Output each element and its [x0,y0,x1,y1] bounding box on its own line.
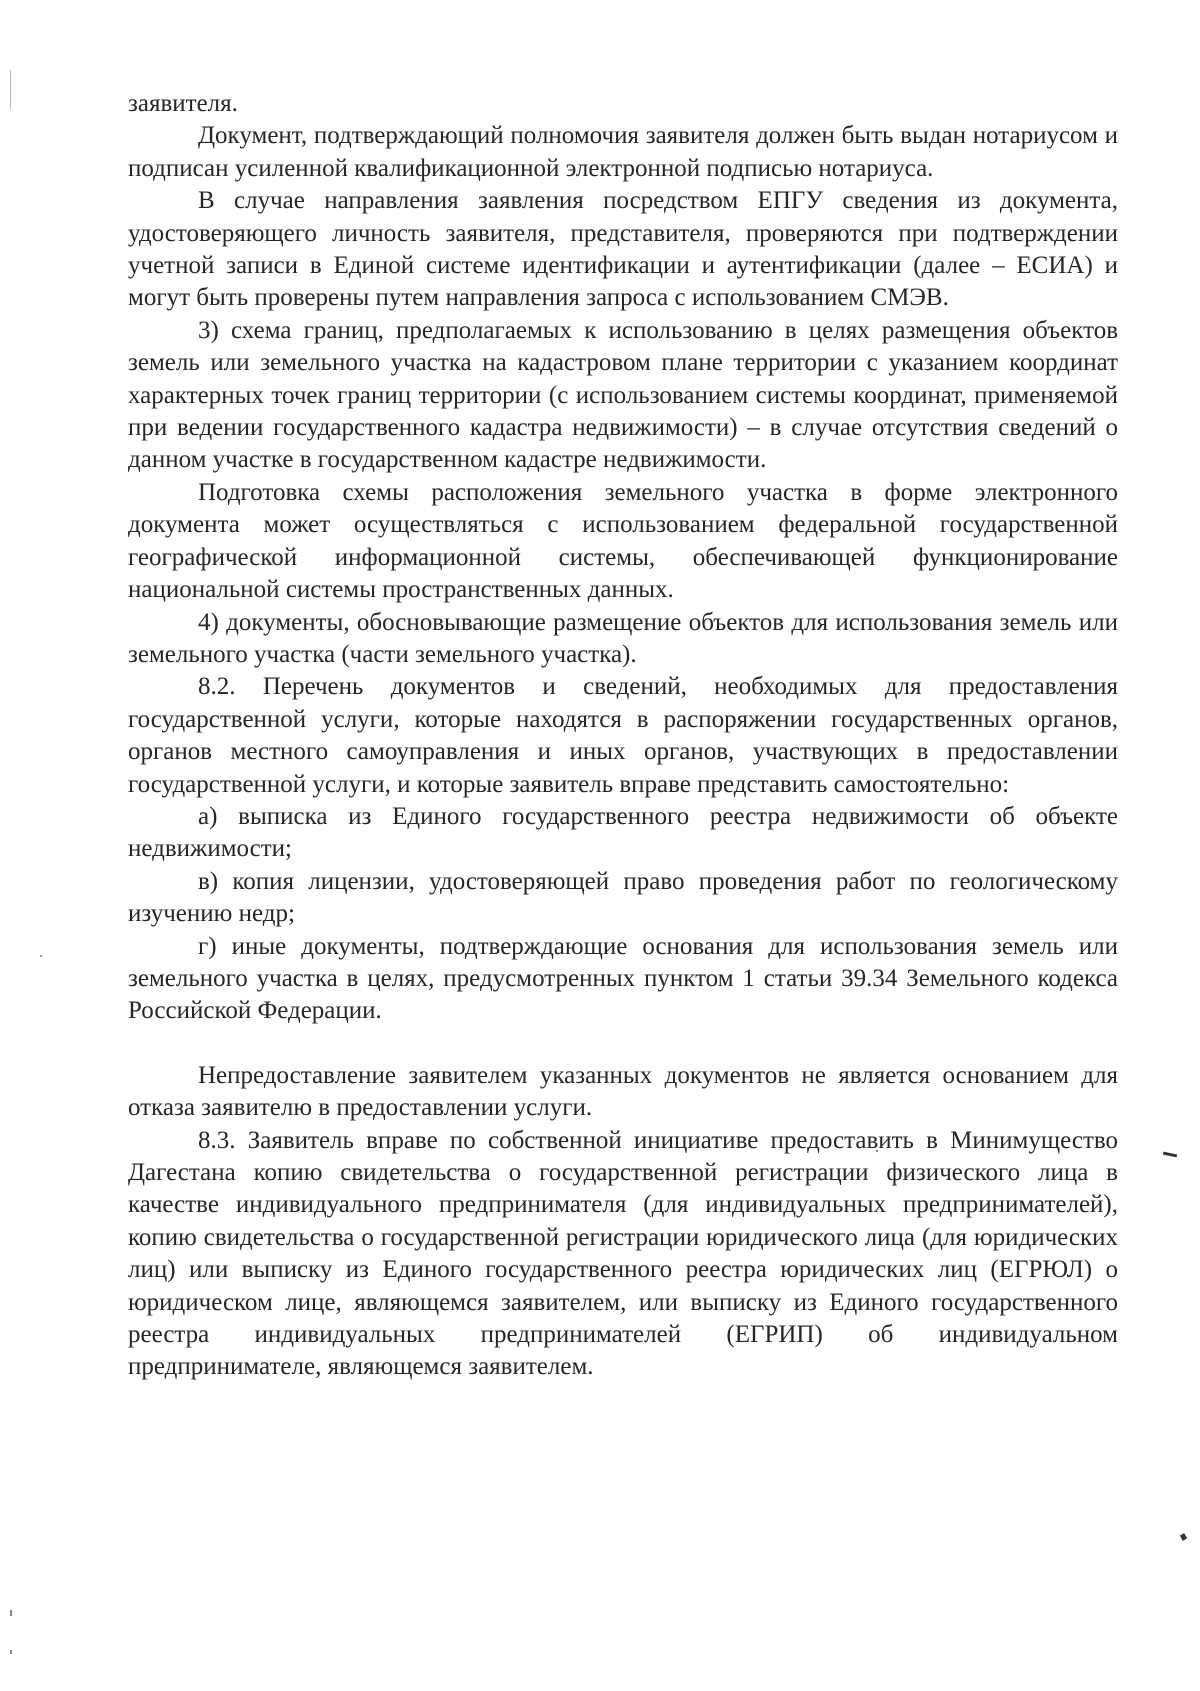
paragraph-item-4-justification: 4) документы, обосновывающие размещение объектов для использования земель или земельного участка (части земельного участка). [128,608,1118,668]
paragraph-item-3-boundary-scheme: 3) схема границ, предполагаемых к использованию в целях размещения объектов земель или земельного участка на кадастровом плане территории с указанием координат характерных точек границ территории (с использованием системы координат, применяемой при ведении государственного кадастра недвижимости) – в случае отсутствия сведений о данном участке в государственном кадастре недвижимости. [128,316,1118,474]
document-body [128,88,1118,1384]
paragraph-section-8-2: 8.2. Перечень документов и сведений, необходимых для предоставления государственной услуги, которые находятся в распоряжении государственных органов, органов местного самоуправления и иных органов, участвующих в предоставлении государственной услуги, и которые заявитель вправе представить самостоятельно: [128,673,1118,798]
paragraph-section-8-3: 8.3. Заявитель вправе по собственной инициативе предоставить в Минимущество Дагестана копию свидетельства о государственной регистрации физического лица в качестве индивидуального предпринимателя (для индивидуальных предпринимателей), копию свидетельства о государственной регистрации юридического лица (для юридических лиц) или выписку из Единого государственного реестра юридических лиц (ЕГРЮЛ) о юридическом лице, являющемся заявителем, или выписку из Единого государственного реестра индивидуальных предпринимателей (ЕГРИП) об индивидуальном предпринимателе, являющемся заявителем. [128,1126,1118,1381]
list-item-v: в) копия лицензии, удостоверяющей право проведения работ по геологическому изучению недр; [128,867,1118,928]
list-item-a: а) выписка из Единого государственного реестра недвижимости об объекте недвижимости; [128,802,1118,863]
scan-artifact [10,70,11,110]
scan-artifact [1180,1533,1187,1541]
scan-artifact [40,955,42,957]
paragraph-scheme-preparation: Подготовка схемы расположения земельного участка в форме электронного документа может осуществляться с использованием федеральной государственной географической информационной системы, обеспечивающей функционирование национальной системы пространственных данных. [128,478,1118,604]
scan-artifact [10,1650,12,1654]
scan-artifact [1163,1152,1177,1158]
paragraph-notary-authority: Документ, подтверждающий полномочия заявителя должен быть выдан нотариусом и подписан усиленной квалификационной электронной подписью нотариуса. [128,122,1118,182]
paragraph-epgu-verification: В случае направления заявления посредством ЕПГУ сведения из документа, удостоверяющего личность заявителя, представителя, проверяются при подтверждении учетной записи в Единой системе идентификации и аутентификации (далее – ЕСИА) и могут быть проверены путем направления запроса с использованием СМЭВ. [128,187,1118,312]
paragraph-continuation: заявителя. [128,90,238,117]
scan-artifact [10,1610,12,1616]
list-item-g: г) иные документы, подтверждающие основания для использования земель или земельного участка в целях, предусмотренных пунктом 1 статьи 39.34 Земельного кодекса Российской Федерации. [128,932,1118,1025]
paragraph-non-submission: Непредоставление заявителем указанных документов не является основанием для отказа заявителю в предоставлении услуги. [128,1061,1118,1122]
